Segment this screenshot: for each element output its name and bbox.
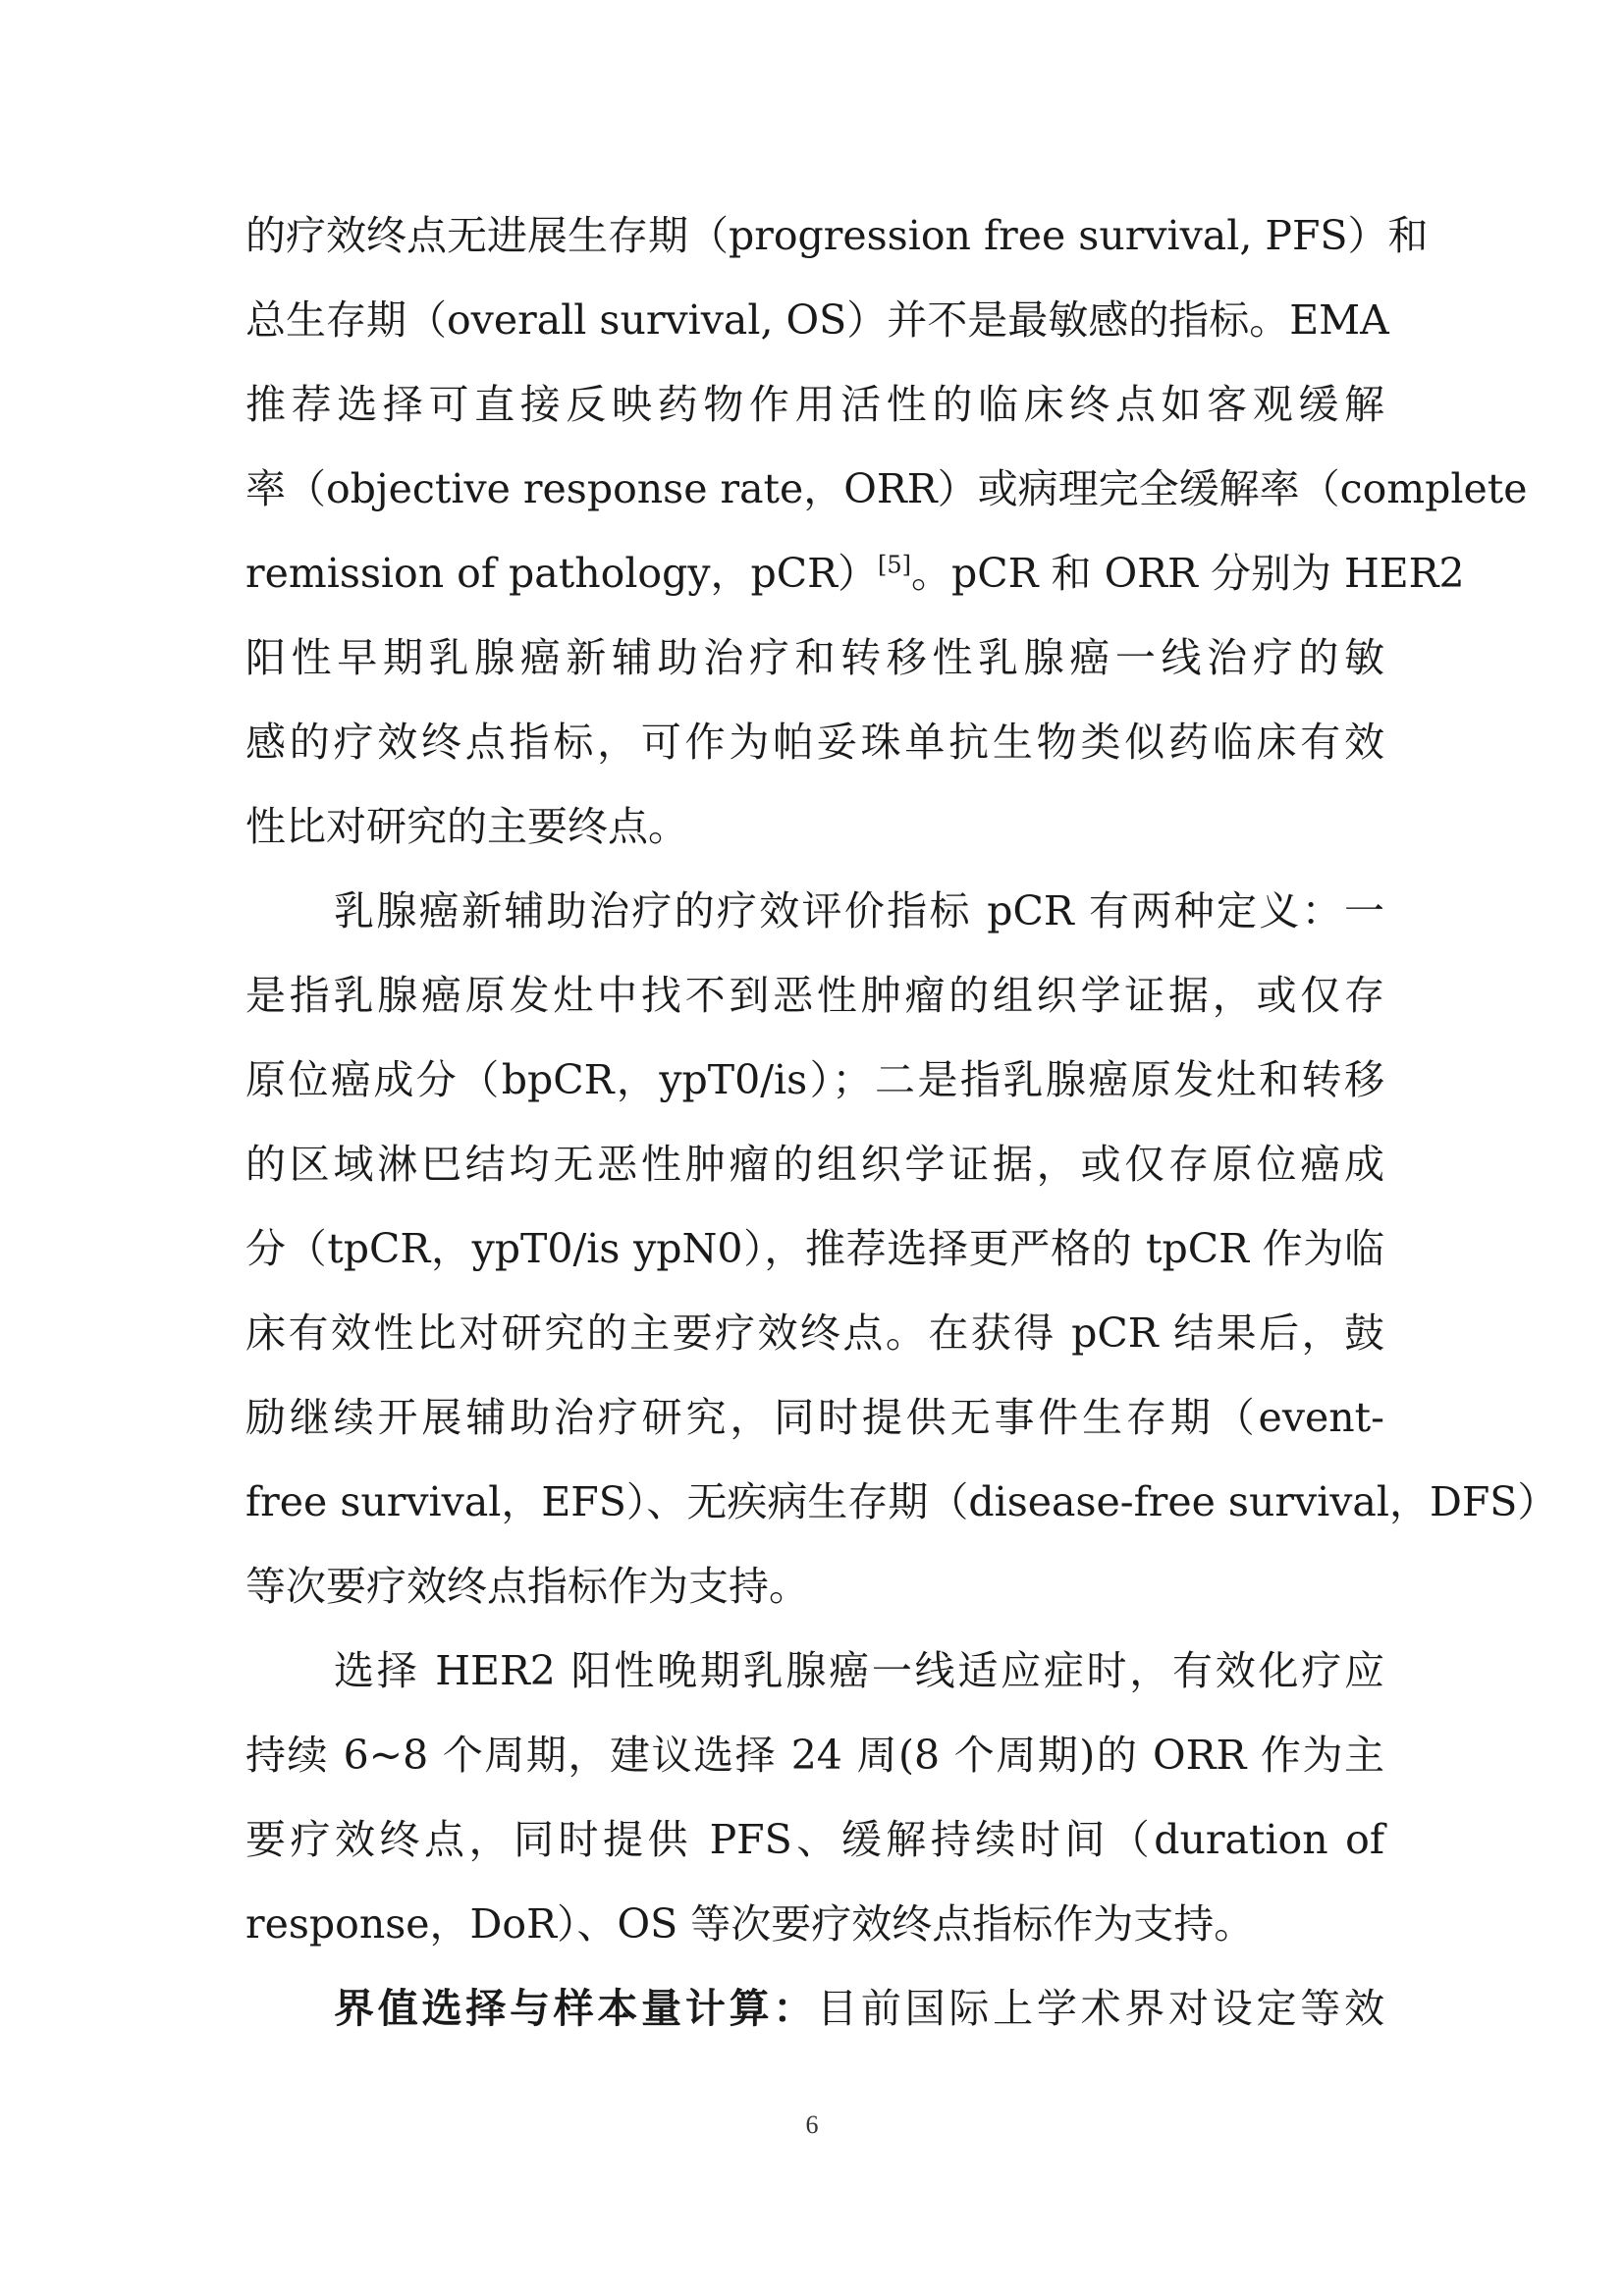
text-line: 总生存期（overall survival, OS）并不是最敏感的指标。EMA xyxy=(245,296,1389,344)
section-heading: 界值选择与样本量计算： xyxy=(334,1985,818,2032)
text-line: 推荐选择可直接反映药物作用活性的临床终点如客观缓解 xyxy=(245,381,1384,428)
text-line: 是指乳腺癌原发灶中找不到恶性肿瘤的组织学证据，或仅存 xyxy=(245,972,1384,1019)
page-number: 6 xyxy=(805,2110,819,2139)
text-line-with-citation xyxy=(245,546,1465,601)
text-line: 床有效性比对研究的主要疗效终点。在获得 pCR 结果后，鼓 xyxy=(245,1309,1384,1357)
text-fragment: 目前国际上学术界对设定等效 xyxy=(817,1985,1385,2032)
section-heading-line xyxy=(334,1981,1384,2036)
text-line: 乳腺癌新辅助治疗的疗效评价指标 pCR 有两种定义：一 xyxy=(334,887,1384,934)
text-line: 原位癌成分（bpCR，ypT0/is）；二是指乳腺癌原发灶和转移 xyxy=(245,1056,1384,1103)
citation-reference: [5] xyxy=(878,551,912,579)
text-line: 分（tpCR，ypT0/is ypN0），推荐选择更严格的 tpCR 作为临 xyxy=(245,1225,1384,1272)
text-line: 阳性早期乳腺癌新辅助治疗和转移性乳腺癌一线治疗的敏 xyxy=(245,634,1384,681)
text-line: free survival，EFS）、无疾病生存期（disease-free survival，DFS） xyxy=(245,1478,1558,1525)
text-line: 等次要疗效终点指标作为支持。 xyxy=(245,1563,809,1610)
text-line: 的疗效终点无进展生存期（progression free survival, PFS）和 xyxy=(245,212,1429,259)
text-line: 率（objective response rate，ORR）或病理完全缓解率（complete xyxy=(245,465,1528,512)
text-fragment: remission of pathology，pCR） xyxy=(245,550,879,597)
text-line: 励继续开展辅助治疗研究，同时提供无事件生存期（event- xyxy=(245,1394,1384,1441)
text-fragment: 。pCR 和 ORR 分别为 HER2 xyxy=(911,550,1465,597)
text-line: response，DoR）、OS 等次要疗效终点指标作为支持。 xyxy=(245,1900,1255,1948)
text-line: 的区域淋巴结均无恶性肿瘤的组织学证据，或仅存原位癌成 xyxy=(245,1141,1384,1188)
text-line: 性比对研究的主要终点。 xyxy=(245,803,688,850)
text-line: 感的疗效终点指标，可作为帕妥珠单抗生物类似药临床有效 xyxy=(245,719,1384,766)
text-line: 持续 6~8 个周期，建议选择 24 周(8 个周期)的 ORR 作为主 xyxy=(245,1732,1384,1779)
text-line: 要疗效终点，同时提供 PFS、缓解持续时间（duration of xyxy=(245,1816,1384,1863)
text-line: 选择 HER2 阳性晚期乳腺癌一线适应症时，有效化疗应 xyxy=(334,1647,1384,1694)
